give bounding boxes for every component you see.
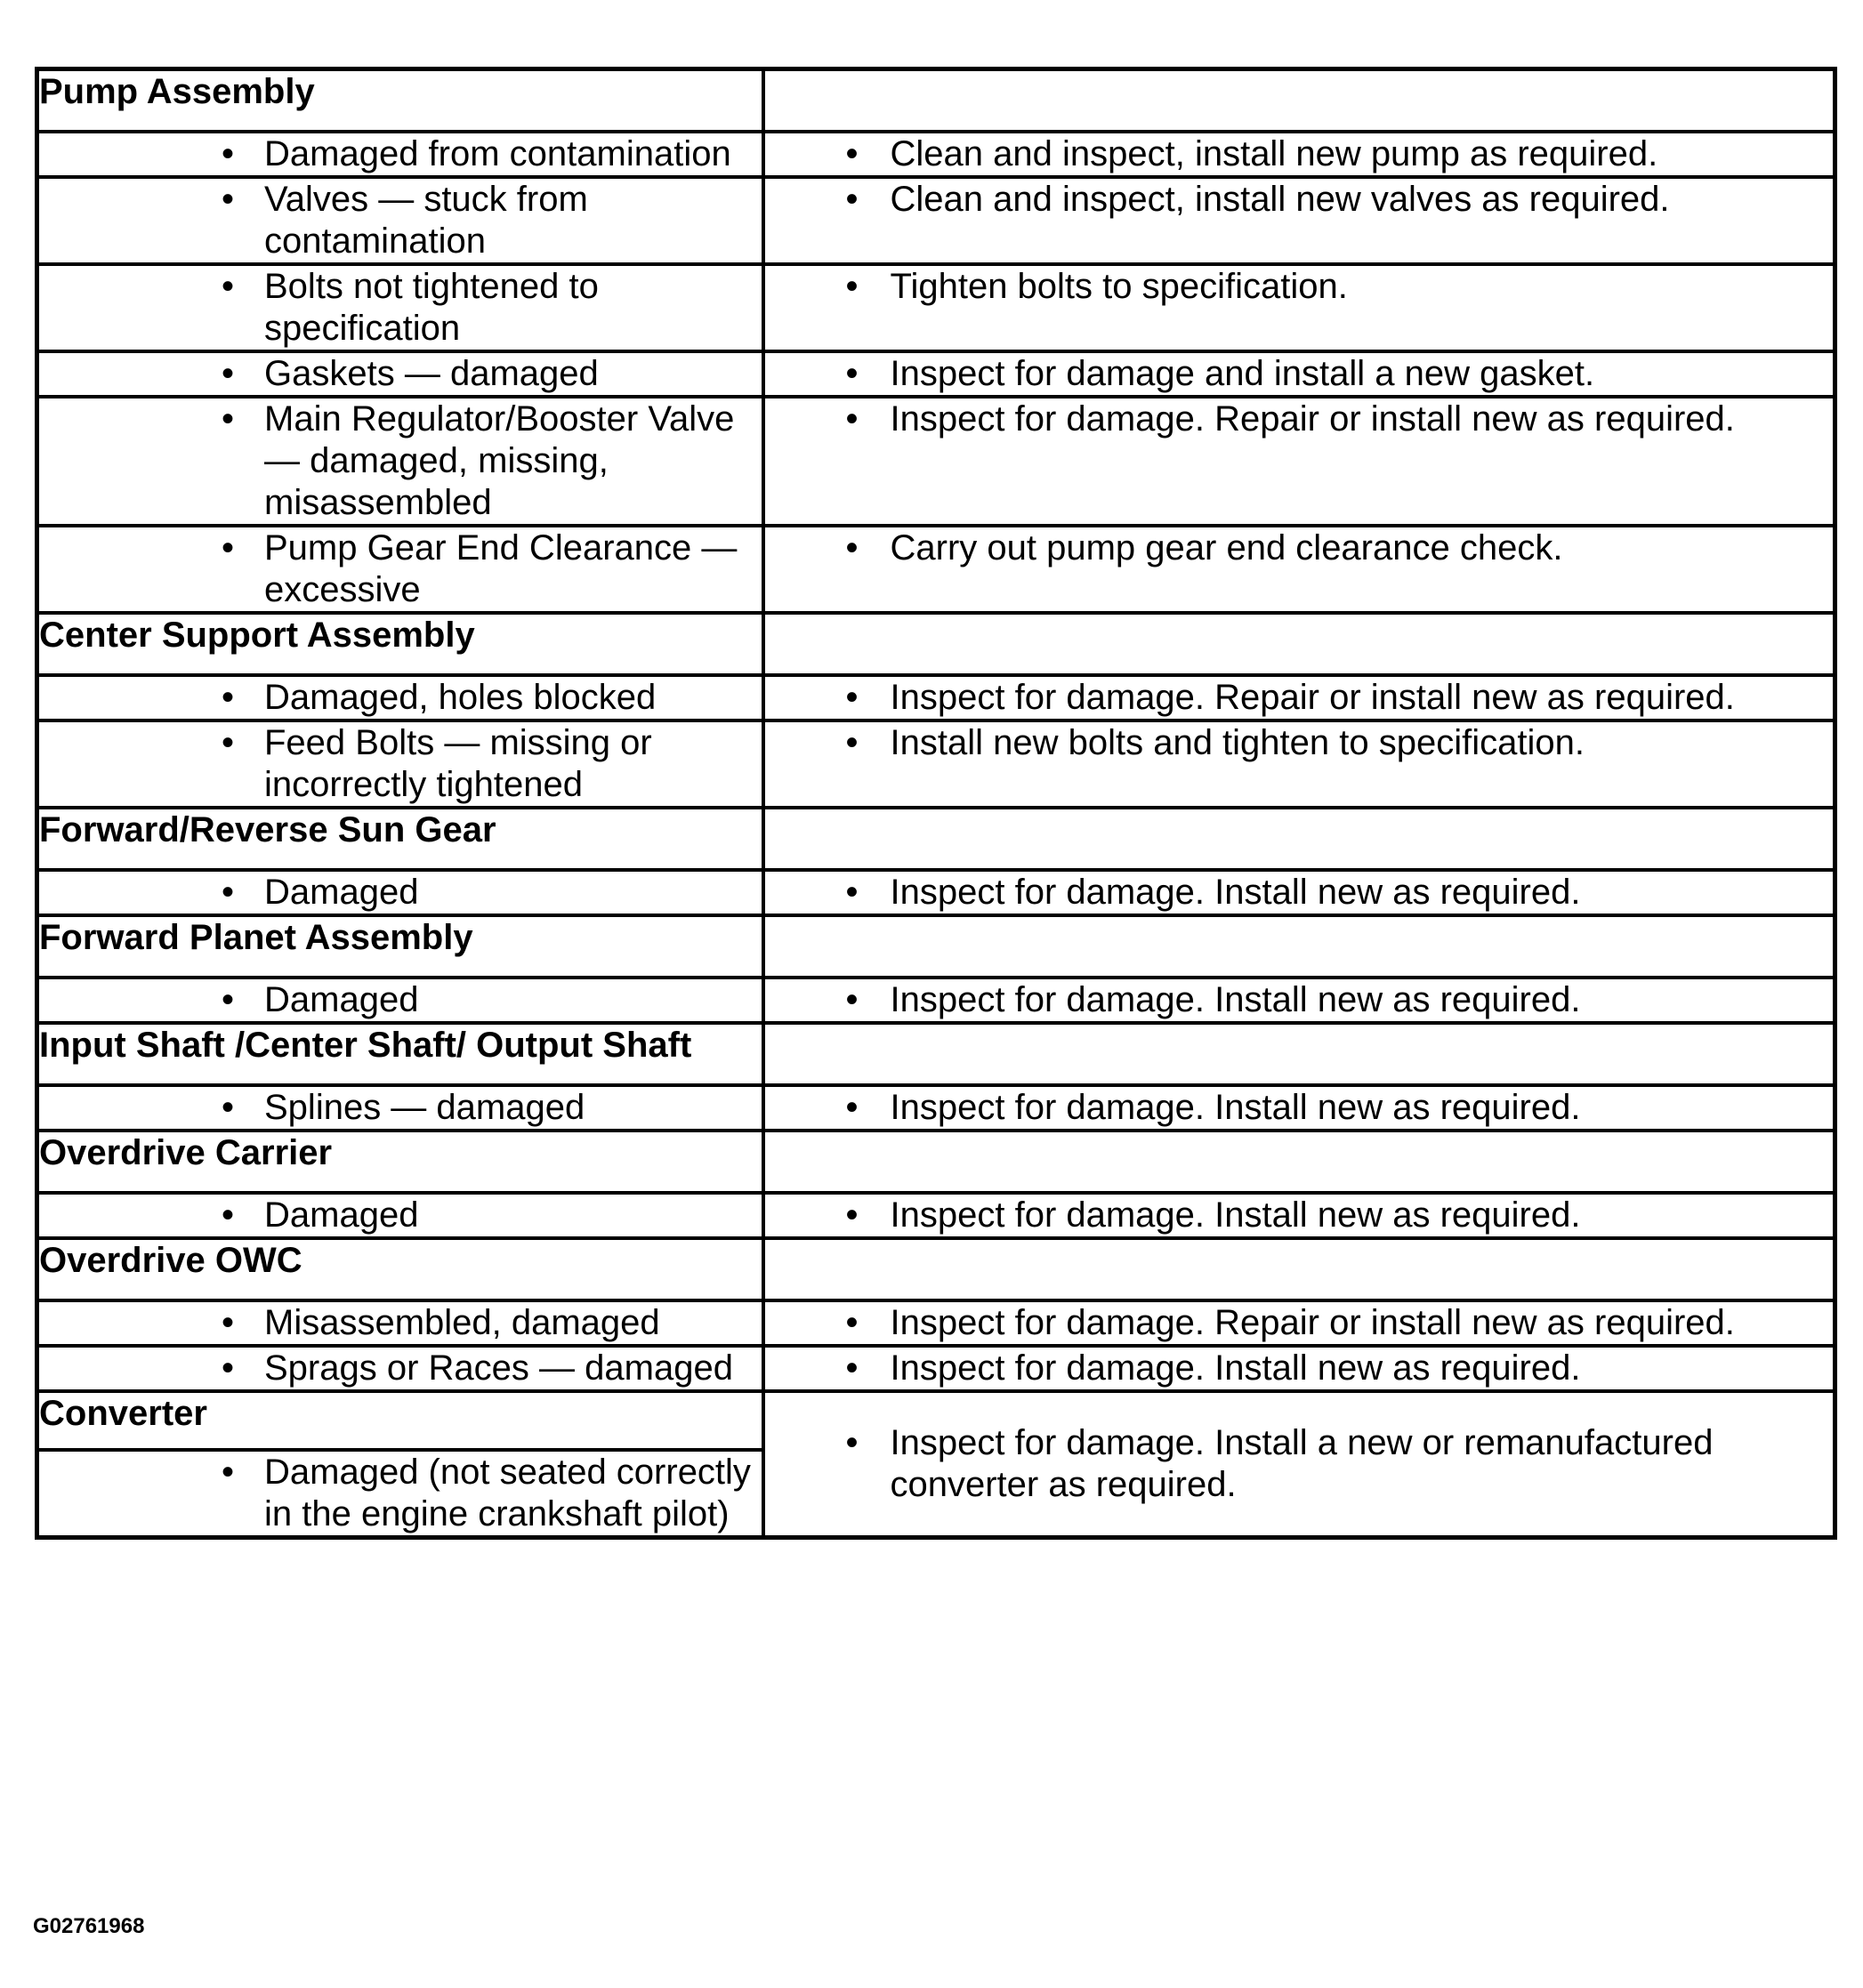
empty-cell <box>763 1238 1835 1300</box>
cause-text: • Valves — stuck from contamination <box>39 179 762 262</box>
table-row <box>37 1300 1835 1346</box>
section-heading: Center Support Assembly <box>37 613 763 675</box>
cause-text: • Damaged <box>39 1195 762 1236</box>
diagnosis-table <box>35 67 1837 1540</box>
action-text: • Inspect for damage. Repair or install new as required. <box>765 677 1834 719</box>
cause-text: • Damaged (not seated correctly in the engine crankshaft pilot) <box>39 1452 762 1535</box>
empty-cell <box>763 69 1835 133</box>
table-row <box>37 177 1835 264</box>
action-text: • Inspect for damage. Repair or install new as required. <box>765 398 1834 440</box>
action-text: • Inspect for damage. Repair or install new as required. <box>765 1302 1834 1344</box>
section-header-row <box>37 1023 1835 1085</box>
table-row <box>37 351 1835 397</box>
empty-cell <box>763 1023 1835 1085</box>
cause-text: • Feed Bolts — missing or incorrectly tightened <box>39 722 762 806</box>
action-text: • Carry out pump gear end clearance check. <box>765 527 1834 569</box>
action-text: • Inspect for damage. Install new as required. <box>765 872 1834 914</box>
action-text: • Inspect for damage. Install new as required. <box>765 1348 1834 1389</box>
section-header-row <box>37 1391 1835 1450</box>
cause-text: • Pump Gear End Clearance — excessive <box>39 527 762 611</box>
section-header-row <box>37 808 1835 870</box>
cause-text: • Damaged <box>39 979 762 1021</box>
cause-text: • Main Regulator/Booster Valve — damaged, missing, misassembled <box>39 398 762 524</box>
table-row <box>37 1193 1835 1238</box>
action-text: • Tighten bolts to specification. <box>765 266 1834 308</box>
action-text: • Clean and inspect, install new valves as required. <box>765 179 1834 221</box>
empty-cell <box>763 613 1835 675</box>
cause-text: • Bolts not tightened to specification <box>39 266 762 350</box>
merged-action-cell <box>763 1391 1835 1538</box>
section-heading: Overdrive Carrier <box>37 1131 763 1193</box>
table-row <box>37 1085 1835 1131</box>
section-heading: Input Shaft /Center Shaft/ Output Shaft <box>37 1023 763 1085</box>
section-header-row <box>37 1131 1835 1193</box>
cause-text: • Sprags or Races — damaged <box>39 1348 762 1389</box>
cause-text: • Damaged <box>39 872 762 914</box>
section-heading: Forward Planet Assembly <box>37 915 763 978</box>
section-heading: Forward/Reverse Sun Gear <box>37 808 763 870</box>
empty-cell <box>763 1131 1835 1193</box>
cause-text: • Splines — damaged <box>39 1087 762 1129</box>
table-row <box>37 264 1835 351</box>
section-header-row <box>37 613 1835 675</box>
section-header-row <box>37 69 1835 133</box>
cause-text: • Damaged, holes blocked <box>39 677 762 719</box>
action-text: • Inspect for damage. Install new as required. <box>765 1087 1834 1129</box>
empty-cell <box>763 808 1835 870</box>
table-row <box>37 978 1835 1023</box>
table-row <box>37 526 1835 613</box>
action-text: • Inspect for damage. Install new as required. <box>765 979 1834 1021</box>
action-text: • Install new bolts and tighten to specification. <box>765 722 1834 764</box>
action-text: • Inspect for damage and install a new gasket. <box>765 353 1834 395</box>
table-row <box>37 397 1835 526</box>
section-header-row <box>37 915 1835 978</box>
table-row <box>37 132 1835 177</box>
table-row <box>37 675 1835 720</box>
action-text: • Inspect for damage. Install new as required. <box>765 1195 1834 1236</box>
section-header-row <box>37 1238 1835 1300</box>
cause-text: • Gaskets — damaged <box>39 353 762 395</box>
cause-text: • Damaged from contamination <box>39 133 762 175</box>
action-text: • Inspect for damage. Install a new or remanufactured converter as required. <box>765 1422 1834 1506</box>
cause-text: • Misassembled, damaged <box>39 1302 762 1344</box>
table-row <box>37 1346 1835 1391</box>
empty-cell <box>763 915 1835 978</box>
section-heading: Pump Assembly <box>37 69 763 133</box>
table-row <box>37 720 1835 808</box>
table-row <box>37 870 1835 915</box>
section-heading: Converter <box>37 1391 763 1450</box>
section-heading: Overdrive OWC <box>37 1238 763 1300</box>
action-text: • Clean and inspect, install new pump as required. <box>765 133 1834 175</box>
figure-id: G02761968 <box>33 1914 145 1938</box>
